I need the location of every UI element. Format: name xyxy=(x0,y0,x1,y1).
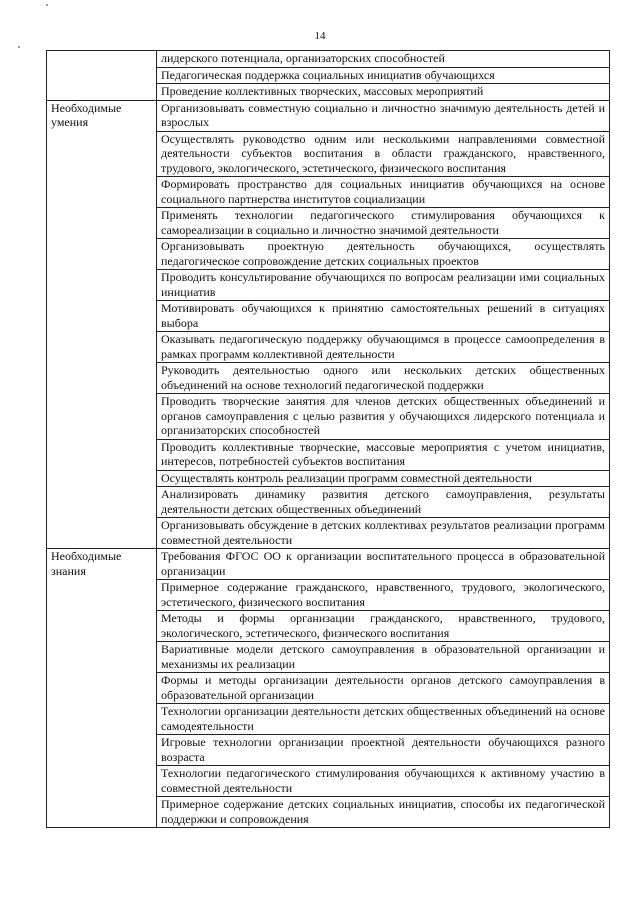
table-cell: Организовывать проектную деятельность обучающихся, осуществлять педагогическое сопровождение детских социальных проектов xyxy=(157,239,610,270)
knowledge-heading xyxy=(47,549,157,828)
table-row xyxy=(47,51,610,68)
table-cell: Педагогическая поддержка социальных инициатив обучающихся xyxy=(157,67,610,84)
table-cell: Оказывать педагогическую поддержку обучающимся в процессе самоопределения в рамках программ коллективной деятельности xyxy=(157,332,610,363)
skills-heading-line1: Необходимые xyxy=(51,100,122,115)
table-cell: Формы и методы организации деятельности органов детского самоуправления в образовательной организации xyxy=(157,673,610,704)
table-cell: Вариативные модели детского самоуправления в образовательной организации и механизмы их реализации xyxy=(157,642,610,673)
table-row xyxy=(47,549,610,580)
table-cell: Организовывать обсуждение в детских коллективах результатов реализации программ совместной деятельности xyxy=(157,518,610,549)
table-cell: Требования ФГОС ОО к организации воспитательного процесса в образовательной организации xyxy=(157,549,610,580)
knowledge-heading-line1: Необходимые xyxy=(51,549,122,563)
table-cell: Мотивировать обучающихся к принятию самостоятельных решений в ситуациях выбора xyxy=(157,301,610,332)
page-number: 14 xyxy=(314,30,326,42)
table-cell: Примерное содержание детских социальных инициатив, способы их педагогической поддержки и сопровождения xyxy=(157,797,610,828)
table-cell: Технологии организации деятельности детских общественных объединений на основе самодеятельности xyxy=(157,704,610,735)
scan-speck xyxy=(18,46,20,48)
table-cell: Осуществлять руководство одним или несколькими направлениями совместной деятельности субъектов воспитания в области гражданского, нравственного, трудового, экологического, эстетического, физического воспитания xyxy=(157,131,610,177)
table-cell: Применять технологии педагогического стимулирования обучающихся к самореализации в социально и личностно значимой деятельности xyxy=(157,208,610,239)
table-body xyxy=(47,51,610,828)
table-cell: Проводить консультирование обучающихся по вопросам реализации ими социальных инициатив xyxy=(157,270,610,301)
table-cell: Проведение коллективных творческих, массовых мероприятий xyxy=(157,84,610,101)
table-cell: Проводить коллективные творческие, массовые мероприятия с учетом инициатив, интересов, потребностей субъектов воспитания xyxy=(157,439,610,470)
skills-heading-line2: умения xyxy=(51,115,89,129)
table-cell: Организовывать совместную социально и личностно значимую деятельность детей и взрослых xyxy=(157,100,610,131)
table-cell: Проводить творческие занятия для членов детских общественных объединений и органов самоуправления с целью развития у обучающихся лидерского потенциала и организаторских способностей xyxy=(157,394,610,440)
table-cell: Формировать пространство для социальных инициатив обучающихся на основе социального партнерства институтов социализации xyxy=(157,177,610,208)
table-row xyxy=(47,100,610,131)
table-cell: Примерное содержание гражданского, нравственного, трудового, экологического, эстетического, физического воспитания xyxy=(157,580,610,611)
knowledge-heading-line2: знания xyxy=(51,563,86,578)
table-cell: Осуществлять контроль реализации программ совместной деятельности xyxy=(157,470,610,487)
table-cell: Игровые технологии организации проектной деятельности обучающихся разного возраста xyxy=(157,735,610,766)
skills-heading xyxy=(47,100,157,549)
table-cell: лидерского потенциала, организаторских способностей xyxy=(157,51,610,68)
scan-speck xyxy=(46,4,48,6)
table-cell: Технологии педагогического стимулирования обучающихся к активному участию в совместной деятельности xyxy=(157,766,610,797)
table-cell: Методы и формы организации гражданского, нравственного, трудового, экологического, эстетического, физического воспитания xyxy=(157,611,610,642)
table-cell: Руководить деятельностью одного или нескольких детских общественных объединений на основе технологий педагогической поддержки xyxy=(157,363,610,394)
competency-table xyxy=(46,50,610,828)
empty-heading-cell xyxy=(47,51,157,101)
table-cell: Анализировать динамику развития детского самоуправления, результаты деятельности детских общественных объединений xyxy=(157,487,610,518)
